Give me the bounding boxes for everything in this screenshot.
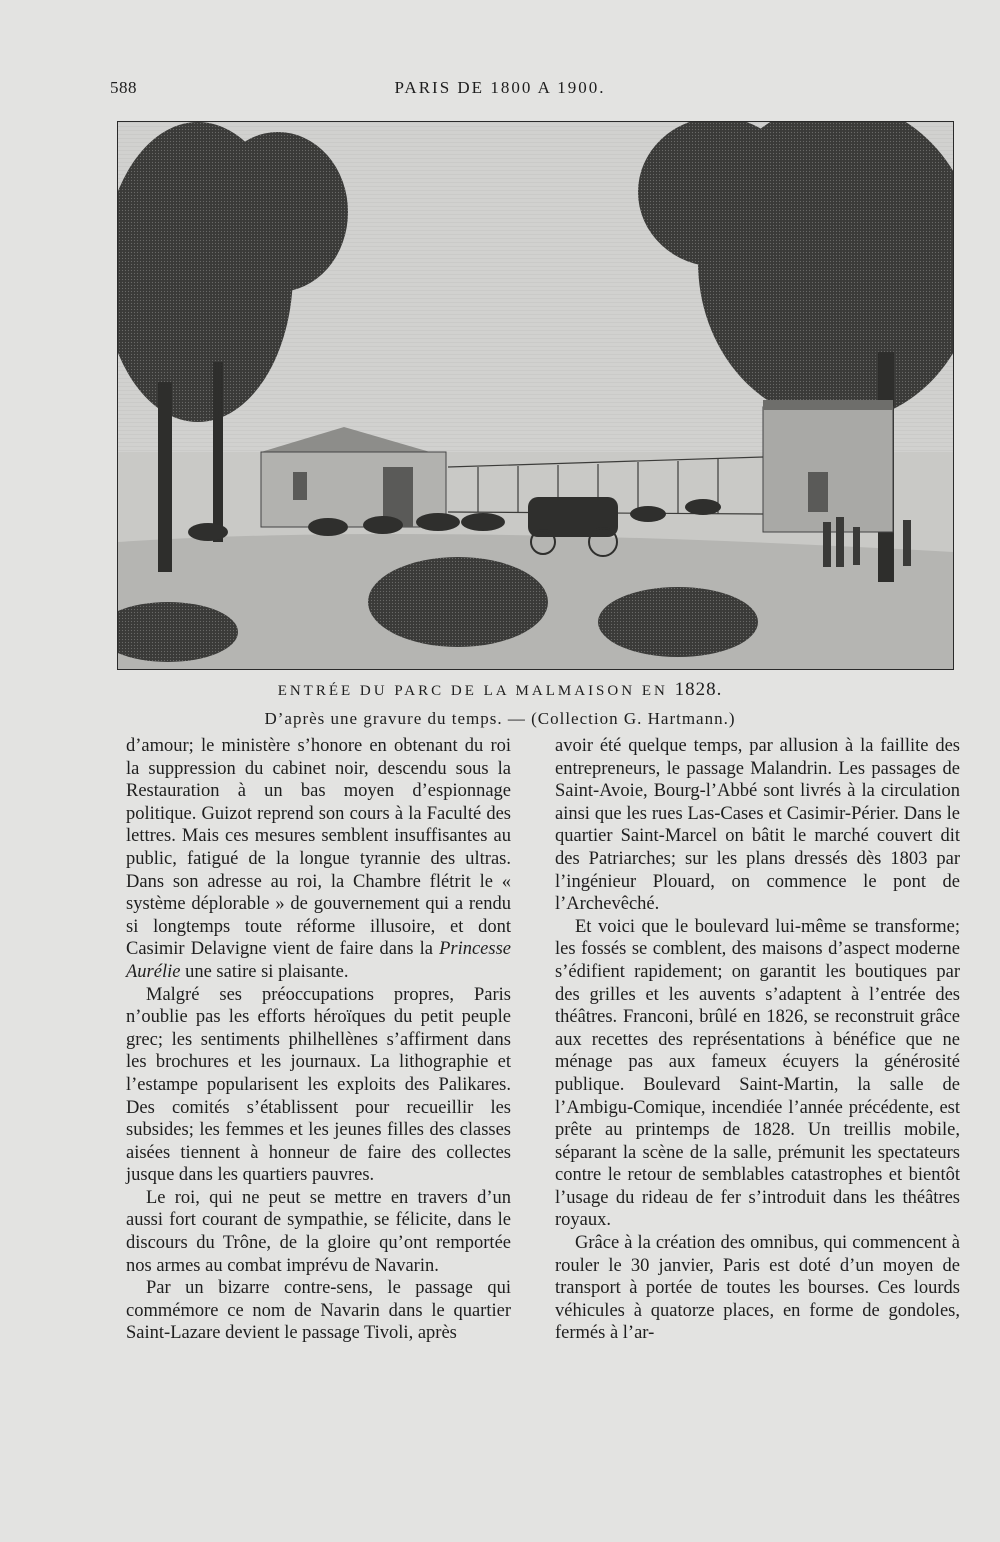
caption-title-text: ENTRÉE DU PARC DE LA MALMAISON EN (277, 683, 668, 699)
right-pavilion (763, 400, 893, 532)
paragraph: Par un bizarre contre-sens, le passage qui commémore ce nom de Navarin dans le quartier Saint-Lazare devient le passage Tivoli, après (126, 1278, 511, 1344)
right-text-column (555, 735, 960, 1345)
paragraph: Le roi, qui ne peut se mettre en travers d’un aussi fort courant de sympathie, se félicite, dans le discours du Trône, de la gloire qu’ont remportée nos armes au combat imprévu de Navarin. (126, 1187, 511, 1276)
page-number: 588 (110, 78, 137, 97)
running-title: PARIS DE 1800 A 1900. (394, 78, 606, 97)
italic-title: Princesse Aurélie (126, 939, 512, 982)
engraving-picture (118, 122, 953, 669)
figure-caption (0, 676, 1000, 732)
left-text-column (126, 735, 511, 1345)
caption-year: 1828. (674, 679, 723, 700)
engraving-illustration (117, 121, 954, 670)
paragraph: avoir été quelque temps, par allusion à la faillite des entrepreneurs, le passage Malandrin. Les passages de Saint-Avoie, Bourg-l’Abbé sont livrés à la circulation ainsi que les rues Las-Cases et Casimir-Périer. Dans le quartier Saint-Marcel on bâtit le marché couvert dit des Patriarches; sur les plans dressés dès 1803 par l’ingénieur Plouard, on commence le pont de l’Archevêché. (555, 736, 960, 915)
paragraph: Grâce à la création des omnibus, qui commencent à rouler le 30 janvier, Paris est doté d’un moyen de transport à portée de toutes les bourses. Ces lourds véhicules à quatorze places, en forme de gondoles, fermés à l’ar- (555, 1233, 960, 1344)
caption-title (0, 676, 1000, 705)
paragraph-text: d’amour; le ministère s’honore en obtenant du roi la suppression du cabinet noir, descendu sous la Restauration à un bas moyen d’espionnage politique. Guizot reprend son cours à la Faculté des lettres. Mais ces mesures semblent insuffisantes au public, fatigué de la longue tyrannie des ultras. Dans son adresse au roi, la Chambre flétrit le « système déplorable » de gouvernement qui a rendu si longtemps toute réforme illusoire, et dont Casimir Delavigne vient de faire dans la (126, 736, 511, 960)
paragraph: Et voici que le boulevard lui-même se transforme; les fossés se comblent, des maisons d’aspect moderne s’édifient rapidement; on garantit les boutiques par des grilles et les auvents s’adaptent à l’entrée des théâtres. Franconi, brûlé en 1826, se reconstruit grâce aux recettes des représentations à bénéfice que ne ménage pas aux fameux écuyers la générosité publique. Boulevard Saint-Martin, la salle de l’Ambigu-Comique, incendiée l’année précédente, est prête au printemps de 1828. Un treillis mobile, séparant la scène de la salle, prémunit les spectateurs contre le retour de semblables catastrophes et bientôt l’usage du rideau de fer s’introduit dans les théâtres royaux. (555, 916, 960, 1231)
caption-credit: D’après une gravure du temps. — (Collection G. Hartmann.) (264, 709, 736, 728)
paragraph: Malgré ses préoccupations propres, Paris n’oublie pas les efforts héroïques du petit peuple grec; les sentiments philhellènes s’affirment dans les brochures et les journaux. La lithographie et l’estampe popularisent les exploits des Palikares. Des comités s’établissent pour recueillir les subsides; les femmes et les jeunes filles des classes aisées tiennent à honneur de faire des collectes jusque dans les quartiers pauvres. (126, 984, 511, 1186)
paragraph-text: une satire si plaisante. (180, 961, 349, 982)
paragraph (126, 735, 511, 984)
